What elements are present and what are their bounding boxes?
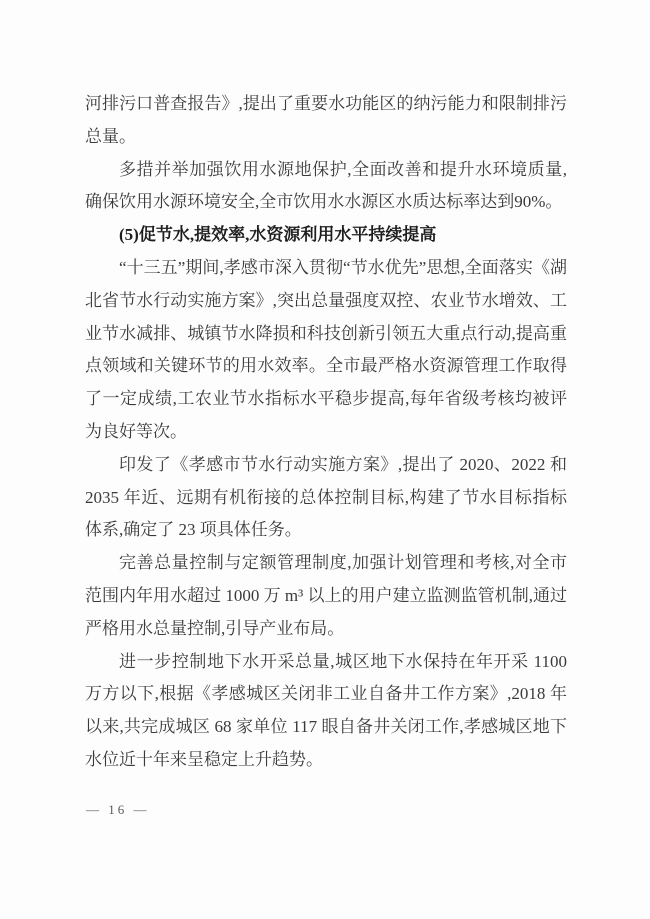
page-content bbox=[85, 88, 567, 777]
paragraph-groundwater-control: 进一步控制地下水开采总量,城区地下水保持在年开采 1100 万方以下,根据《孝感城区关闭非工业自备井工作方案》,2018 年以来,共完成城区 68 家单位 117 眼自备井关闭工作,孝感城区地下水位近十年来呈稳定上升趋势。 bbox=[85, 651, 567, 769]
paragraph-action-plan-targets: 印发了《孝感市节水行动实施方案》,提出了 2020、2022 和 2035 年近、远期有机衔接的总体控制目标,构建了节水目标指标体系,确定了 23 项具体任务。 bbox=[85, 454, 567, 540]
paragraph-drinking-water-protection: 多措并举加强饮用水源地保护,全面改善和提升水环境质量,确保饮用水源环境安全,全市饮用水水源区水质达标率达到90%。 bbox=[85, 159, 567, 212]
paragraph-13th-five-year-plan: “十三五”期间,孝感市深入贯彻“节水优先”思想,全面落实《湖北省节水行动实施方案》,突出总量强度双控、农业节水增效、工业节水减排、城镇节水降损和科技创新引领五大重点行动,提高重点领域和关键环节的用水效率。全市最严格水资源管理工作取得了一定成绩,工农业节水指标水平稳步提高,每年省级考核均被评为良好等次。 bbox=[85, 257, 567, 441]
paragraph-continuation: 河排污口普查报告》,提出了重要水功能区的纳污能力和限制排污总量。 bbox=[85, 94, 567, 146]
section-heading-water-saving: (5)促节水,提效率,水资源利用水平持续提高 bbox=[119, 225, 437, 245]
paragraph-quota-management: 完善总量控制与定额管理制度,加强计划管理和考核,对全市范围内年用水超过 1000 万 m³ 以上的用户建立监测监管机制,通过严格用水总量控制,引导产业布局。 bbox=[85, 553, 567, 638]
page-number: — 16 — bbox=[86, 802, 150, 817]
